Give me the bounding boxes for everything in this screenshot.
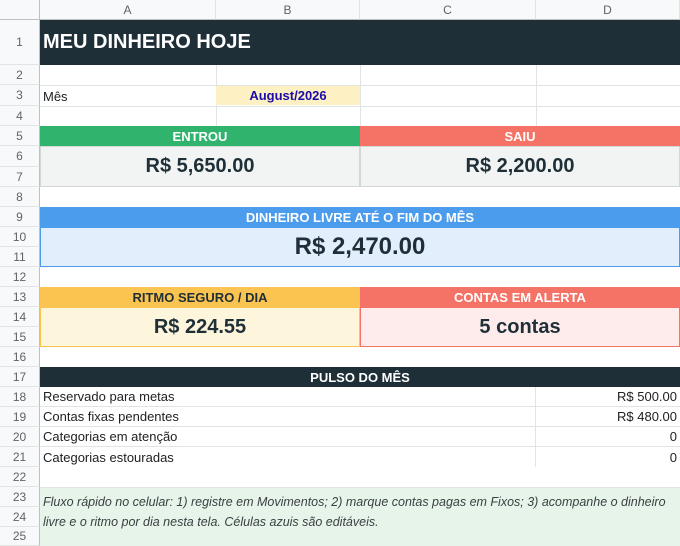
row-header[interactable]: 23 xyxy=(0,487,40,507)
row-header[interactable]: 18 xyxy=(0,387,40,407)
gridline xyxy=(360,65,361,126)
row-header[interactable]: 8 xyxy=(0,187,40,207)
row-header[interactable]: 21 xyxy=(0,447,40,467)
ritmo-value[interactable]: R$ 224.55 xyxy=(40,307,360,347)
column-header-d[interactable]: D xyxy=(536,0,680,20)
saiu-value[interactable]: R$ 2,200.00 xyxy=(360,146,680,187)
row-header[interactable]: 11 xyxy=(0,247,40,267)
row-header[interactable]: 22 xyxy=(0,467,40,487)
alerta-value[interactable]: 5 contas xyxy=(360,307,680,347)
row-header[interactable]: 5 xyxy=(0,126,40,146)
gridline xyxy=(536,65,537,126)
row-header[interactable]: 20 xyxy=(0,427,40,447)
row-header[interactable]: 10 xyxy=(0,227,40,247)
ritmo-header[interactable]: RITMO SEGURO / DIA xyxy=(40,287,360,307)
row-header[interactable]: 12 xyxy=(0,267,40,287)
entrou-header[interactable]: ENTROU xyxy=(40,126,360,146)
pulso-item-label[interactable]: Categorias em atenção xyxy=(40,427,536,447)
row-header[interactable]: 2 xyxy=(0,65,40,85)
instructions-note[interactable]: Fluxo rápido no celular: 1) registre em Movimentos; 2) marque contas pagas em Fixos; 3) acompanhe o dinheiro livre e o ritmo por dia nesta tela. Células azuis são editáveis. xyxy=(40,488,680,546)
month-input[interactable]: August/2026 xyxy=(216,86,360,105)
select-all-corner[interactable] xyxy=(0,0,40,20)
row-header[interactable]: 13 xyxy=(0,287,40,307)
row-header[interactable]: 19 xyxy=(0,407,40,427)
pulso-item-value[interactable]: 0 xyxy=(536,427,680,447)
row-header[interactable]: 16 xyxy=(0,347,40,367)
saiu-header[interactable]: SAIU xyxy=(360,126,680,146)
column-header-a[interactable]: A xyxy=(40,0,216,20)
row-header[interactable]: 14 xyxy=(0,307,40,327)
column-header-c[interactable]: C xyxy=(360,0,536,20)
row-header[interactable]: 1 xyxy=(0,20,40,65)
pulso-item-value[interactable]: 0 xyxy=(669,449,677,465)
livre-header[interactable]: DINHEIRO LIVRE ATÉ O FIM DO MÊS xyxy=(40,207,680,227)
pulso-item-value[interactable]: R$ 500.00 xyxy=(536,387,680,407)
row-header[interactable]: 17 xyxy=(0,367,40,387)
row-header[interactable]: 15 xyxy=(0,327,40,347)
row-header[interactable]: 4 xyxy=(0,106,40,126)
row-header[interactable]: 9 xyxy=(0,207,40,227)
entrou-value[interactable]: R$ 5,650.00 xyxy=(40,146,360,187)
row-header[interactable]: 25 xyxy=(0,527,40,546)
livre-value[interactable]: R$ 2,470.00 xyxy=(40,227,680,267)
row-header[interactable]: 7 xyxy=(0,167,40,187)
page-title[interactable]: MEU DINHEIRO HOJE xyxy=(40,20,680,65)
pulso-item-label[interactable]: Contas fixas pendentes xyxy=(40,407,536,427)
alerta-header[interactable]: CONTAS EM ALERTA xyxy=(360,287,680,307)
pulso-item-label[interactable]: Reservado para metas xyxy=(40,387,536,407)
row-header[interactable]: 3 xyxy=(0,85,40,106)
pulso-item-value[interactable]: R$ 480.00 xyxy=(536,407,680,427)
row-header[interactable]: 6 xyxy=(0,146,40,167)
column-header-b[interactable]: B xyxy=(216,0,360,20)
pulso-header[interactable]: PULSO DO MÊS xyxy=(40,367,680,387)
pulso-item-label[interactable]: Categorias estouradas xyxy=(40,447,536,467)
row-header[interactable]: 24 xyxy=(0,507,40,527)
month-label[interactable]: Mês xyxy=(43,88,68,104)
